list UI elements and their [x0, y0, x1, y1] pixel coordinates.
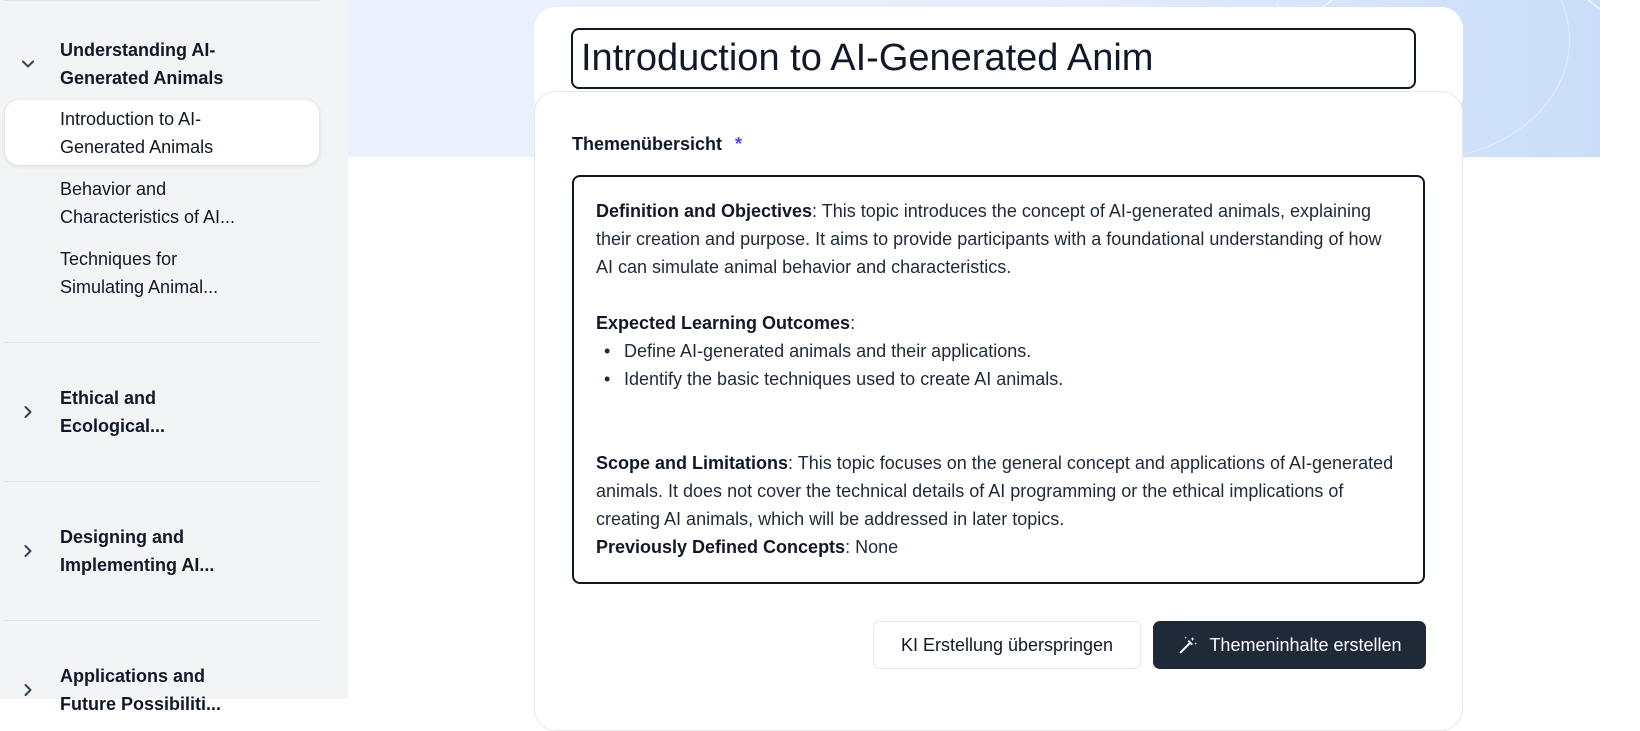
- sidebar-divider: [4, 620, 320, 621]
- section-title: Understanding AI-Generated Animals: [60, 40, 224, 88]
- scope-text: : This topic focuses on the general concept and applications of AI-generated animals. It does not cover the technical details of AI programming or the ethical implications of creating AI animals, which will be addressed in later topics.: [596, 453, 1394, 529]
- topic-sidebar: [0, 0, 348, 714]
- topic-item-label: Techniques for Simulating Animal...: [60, 249, 219, 297]
- concepts-heading: Previously Defined Concepts: [596, 537, 846, 557]
- section-ethical-and-ecological[interactable]: [0, 384, 320, 442]
- overview-editor[interactable]: [572, 175, 1425, 584]
- paragraph-gap: [596, 281, 1401, 309]
- create-topic-content-button[interactable]: [1153, 621, 1426, 669]
- section-title: Ethical and Ecological...: [60, 388, 166, 436]
- topic-item-behavior[interactable]: [5, 170, 319, 235]
- list-item: • Define AI-generated animals and their applications.: [596, 337, 1401, 365]
- paragraph-gap: [596, 393, 1401, 449]
- chevron-right-icon: [18, 680, 38, 700]
- section-title: Designing and Implementing AI...: [60, 527, 215, 575]
- topic-item-techniques[interactable]: [5, 240, 319, 305]
- section-title: Applications and Future Possibiliti...: [60, 666, 222, 714]
- definition-text: : This topic introduces the concept of AI-generated animals, explaining their creation and purpose. It aims to provide participants with a foundational understanding of how AI can simulate animal behavior and characteristics.: [596, 201, 1382, 277]
- sidebar-divider: [4, 0, 320, 1]
- outcomes-paragraph: [596, 309, 1401, 337]
- chevron-right-icon: [18, 402, 38, 422]
- definition-paragraph: [596, 197, 1401, 281]
- sidebar-divider: [4, 481, 320, 482]
- overview-label: Themenübersicht: [572, 134, 723, 154]
- section-understanding-ai-generated-animals[interactable]: [0, 36, 320, 94]
- topic-item-label: Behavior and Characteristics of AI...: [60, 179, 236, 227]
- concepts-paragraph: [596, 533, 1401, 561]
- magic-wand-icon: [1177, 634, 1199, 656]
- concepts-text: : None: [845, 537, 899, 557]
- scope-paragraph: [596, 449, 1401, 533]
- chevron-down-icon: [18, 54, 38, 74]
- sidebar-divider: [4, 342, 320, 343]
- topic-title-input[interactable]: [571, 28, 1416, 89]
- topic-item-introduction[interactable]: [5, 100, 319, 165]
- outcomes-list: [596, 337, 1401, 393]
- section-applications-and-future[interactable]: [0, 662, 320, 720]
- section-designing-and-implementing[interactable]: [0, 523, 320, 581]
- required-marker: *: [735, 134, 743, 154]
- list-item: • Identify the basic techniques used to create AI animals.: [596, 365, 1401, 393]
- scope-heading: Scope and Limitations: [596, 453, 789, 473]
- create-button-label: Themeninhalte erstellen: [1209, 634, 1402, 655]
- skip-ai-generation-button[interactable]: [873, 621, 1141, 669]
- outcomes-heading: Expected Learning Outcomes: [596, 313, 851, 333]
- topic-item-label: Introduction to AI-Generated Animals: [60, 109, 214, 157]
- chevron-right-icon: [18, 541, 38, 561]
- skip-button-label: KI Erstellung überspringen: [900, 634, 1114, 655]
- outcomes-suffix: :: [850, 313, 856, 333]
- definition-heading: Definition and Objectives: [596, 201, 813, 221]
